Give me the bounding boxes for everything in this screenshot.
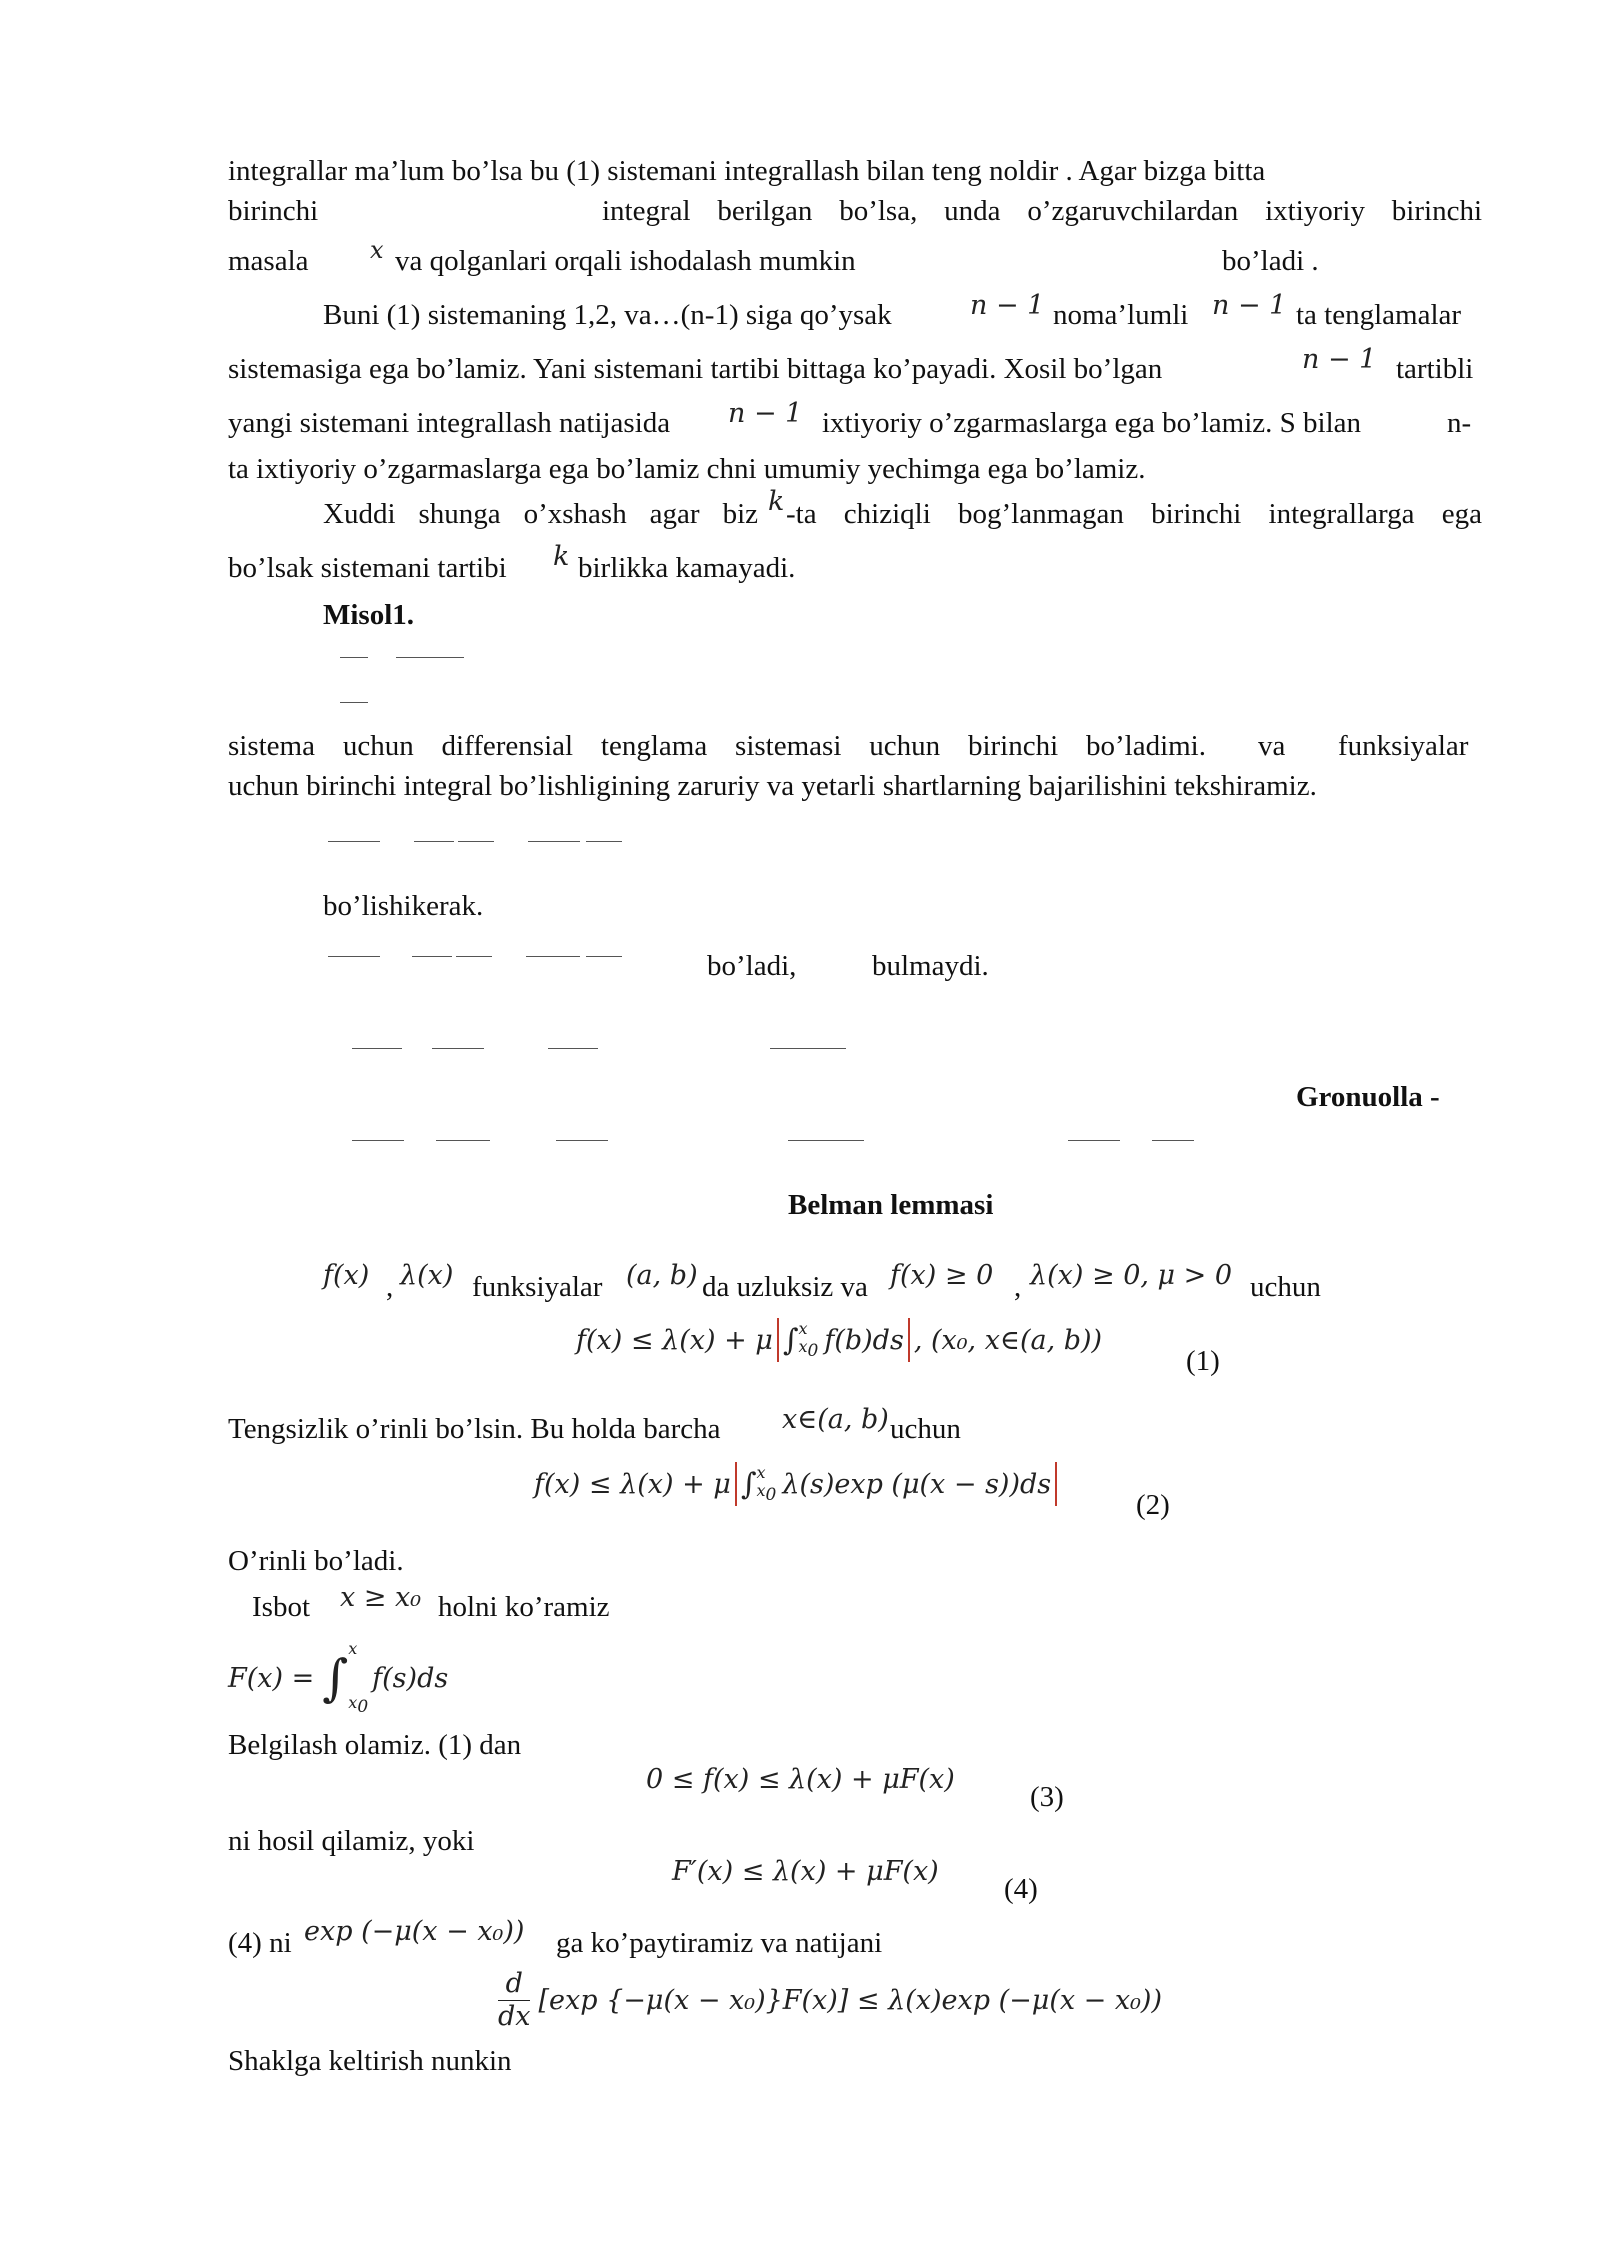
line4-b: ga ko’paytiramiz va natijani [556,1927,883,1959]
hosil-text: ni hosil qilamiz, yoki [228,1825,475,1857]
math-n-1: n − 1 [1302,344,1377,375]
shakl-text: Shaklga keltirish nunkin [228,2045,512,2077]
math-cond1: f(x) ≥ 0 [890,1260,994,1291]
fraction-bar [586,841,622,842]
para2-b: noma’lumli [1053,299,1189,331]
para2-f: yangi sistemani integrallash natijasida [228,407,671,439]
math-fx: f(x) [323,1260,370,1291]
comma: , [1014,1271,1022,1303]
para1-line3a: masala [228,245,309,277]
eq-number-4: (4) [1004,1873,1038,1905]
math-x-ge-x0: x ≥ x₀ [340,1582,422,1613]
d-top: d [505,1968,523,1999]
eq-number-2: (2) [1136,1489,1170,1521]
eq-number-1: (1) [1186,1345,1220,1377]
ineq1-domain: , (x₀, x∈(a, b)) [913,1324,1103,1356]
math-ab: (a, b) [626,1260,698,1291]
fraction-bar [396,657,464,658]
F-definition [228,1640,448,1716]
ineq1-left: f(x) ≤ λ(x) + μ [576,1324,773,1356]
fraction-bar [1152,1140,1194,1141]
para1-line3c: bo’ladi . [1222,245,1319,277]
fraction-bar [414,841,454,842]
F-body: f(s)ds [372,1662,449,1694]
comma: , [386,1271,394,1303]
para2-c: ta tenglamalar [1296,299,1462,331]
fraction-bar [340,702,368,703]
math-n-1: n − 1 [1212,290,1287,321]
math-n-1: n − 1 [728,398,803,429]
d-bottom: dx [498,2001,531,2032]
fraction-bar [458,841,494,842]
para2-h: n- [1447,407,1472,439]
section-title-belman: Belman lemmasi [788,1189,994,1221]
F-left: F(x) = [228,1662,315,1694]
line4-a: (4) ni [228,1927,292,1959]
math-x: x [370,236,384,264]
abs-bar [735,1462,737,1506]
uchun-text: uchun [1250,1271,1321,1303]
derivative-eq [498,1968,1162,2033]
text: integrallar ma’lum bo’lsa bu (1) sistemani integrallash bilan teng noldir . Agar bizga bitta [228,155,1266,187]
example-heading: Misol1. [323,599,415,631]
ineq1-body: f(b)ds [824,1324,904,1356]
isbot-text: Isbot [252,1591,310,1623]
para4-l1b: va [1258,730,1286,762]
must-be-text: bo’lishikerak. [323,890,484,922]
fraction-bar [328,956,380,957]
math-exp: exp (−μ(x − x₀)) [304,1916,525,1947]
integral-sign: ∫ [782,1322,799,1358]
fraction-bar [436,1140,490,1141]
fraction-bar [770,1048,846,1049]
para1-line3b: va qolganlari orqali ishodalash mumkin [395,245,856,277]
boladi-text: bo’ladi, [707,950,797,982]
math-xab: x∈(a, b) [782,1404,889,1435]
funk-text: funksiyalar [472,1271,603,1303]
fraction-bar [352,1140,404,1141]
fraction-bar [528,841,580,842]
para1-line2b: integral berilgan bo’lsa, unda o’zgaruvchilardan ixtiyoriy birinchi [602,195,1482,227]
fraction-bar [526,956,580,957]
orinli-text: O’rinli bo’ladi. [228,1545,404,1577]
para1-line2a: birinchi [228,195,319,227]
fraction-bar [412,956,452,957]
math-k: k [768,486,785,517]
section-label-gronuolla: Gronuolla - [1296,1081,1440,1113]
para2-a: Buni (1) sistemaning 1,2, va…(n-1) siga qo’ysak [323,299,892,331]
para4-l1a: sistema uchun differensial tenglama sistemasi uchun birinchi bo’ladimi. [228,730,1206,762]
para1-line1 [228,154,1482,188]
belgilash-text: Belgilash olamiz. (1) dan [228,1729,522,1761]
abs-bar [908,1318,910,1362]
para4-l2: uchun birinchi integral bo’lishligining zaruriy va yetarli shartlarning bajarilishini tekshiramiz. [228,770,1317,802]
tengsizlik-text: Tengsizlik o’rinli bo’lsin. Bu holda barcha [228,1413,721,1445]
fraction-bar [586,956,622,957]
para3-c: bo’lsak sistemani tartibi [228,552,507,584]
fraction-bar [432,1048,484,1049]
para2-e: tartibli [1396,353,1474,385]
para4-l1c: funksiyalar [1338,730,1469,762]
para2-g: ixtiyoriy o’zgarmaslarga ega bo’lamiz. S bilan [822,407,1362,439]
integral-limits: x $x_0$ [348,1639,369,1717]
eq-number-3: (3) [1030,1781,1064,1813]
fraction-bar [456,956,492,957]
abs-bar [777,1318,779,1362]
fraction-bar [788,1140,864,1141]
ineq2 [534,1462,1061,1506]
holni-text: holni ko’ramiz [438,1591,610,1623]
fraction-bar [340,657,368,658]
uzl-text: da uzluksiz va [702,1271,868,1303]
integral-sign: ∫ [322,1649,349,1707]
ineq4: F′(x) ≤ λ(x) + μF(x) [672,1856,939,1887]
ineq2-left: f(x) ≤ λ(x) + μ [534,1468,731,1500]
fraction-bar [328,841,380,842]
integral-limits: x $x_0$ [798,1318,819,1362]
abs-bar [1055,1462,1057,1506]
d-dx [498,1968,531,2033]
para3-d: birlikka kamayadi. [578,552,796,584]
integral-sign: ∫ [740,1466,757,1502]
fraction-bar [548,1048,598,1049]
ineq2-body: λ(s)exp (μ(x − s))ds [782,1468,1052,1500]
fraction-bar [1068,1140,1120,1141]
para3-a: Xuddi shunga o’xshash agar biz [323,498,758,530]
math-k: k [553,541,570,572]
para2-d: sistemasiga ega bo’lamiz. Yani sistemani tartibi bittaga ko’payadi. Xosil bo’lgan [228,353,1163,385]
bulmaydi-text: bulmaydi. [872,950,989,982]
para2-i: ta ixtiyoriy o’zgarmaslarga ega bo’lamiz chni umumiy yechimga ega bo’lamiz. [228,453,1146,485]
para3-b: -ta chiziqli bog’lanmagan birinchi integrallarga ega [786,498,1482,530]
math-n-1: n − 1 [970,290,1045,321]
fraction-bar [556,1140,608,1141]
ineq3: 0 ≤ f(x) ≤ λ(x) + μF(x) [646,1764,955,1795]
math-lx: λ(x) [400,1260,454,1291]
derivative-body: [exp {−μ(x − x₀)}F(x)] ≤ λ(x)exp (−μ(x − x₀)) [538,1985,1162,2016]
ineq1 [576,1318,1102,1362]
uchun2-text: uchun [890,1413,961,1445]
integral-limits: x $x_0$ [756,1462,777,1506]
fraction-bar [352,1048,402,1049]
math-cond2: λ(x) ≥ 0, μ > 0 [1030,1260,1233,1291]
